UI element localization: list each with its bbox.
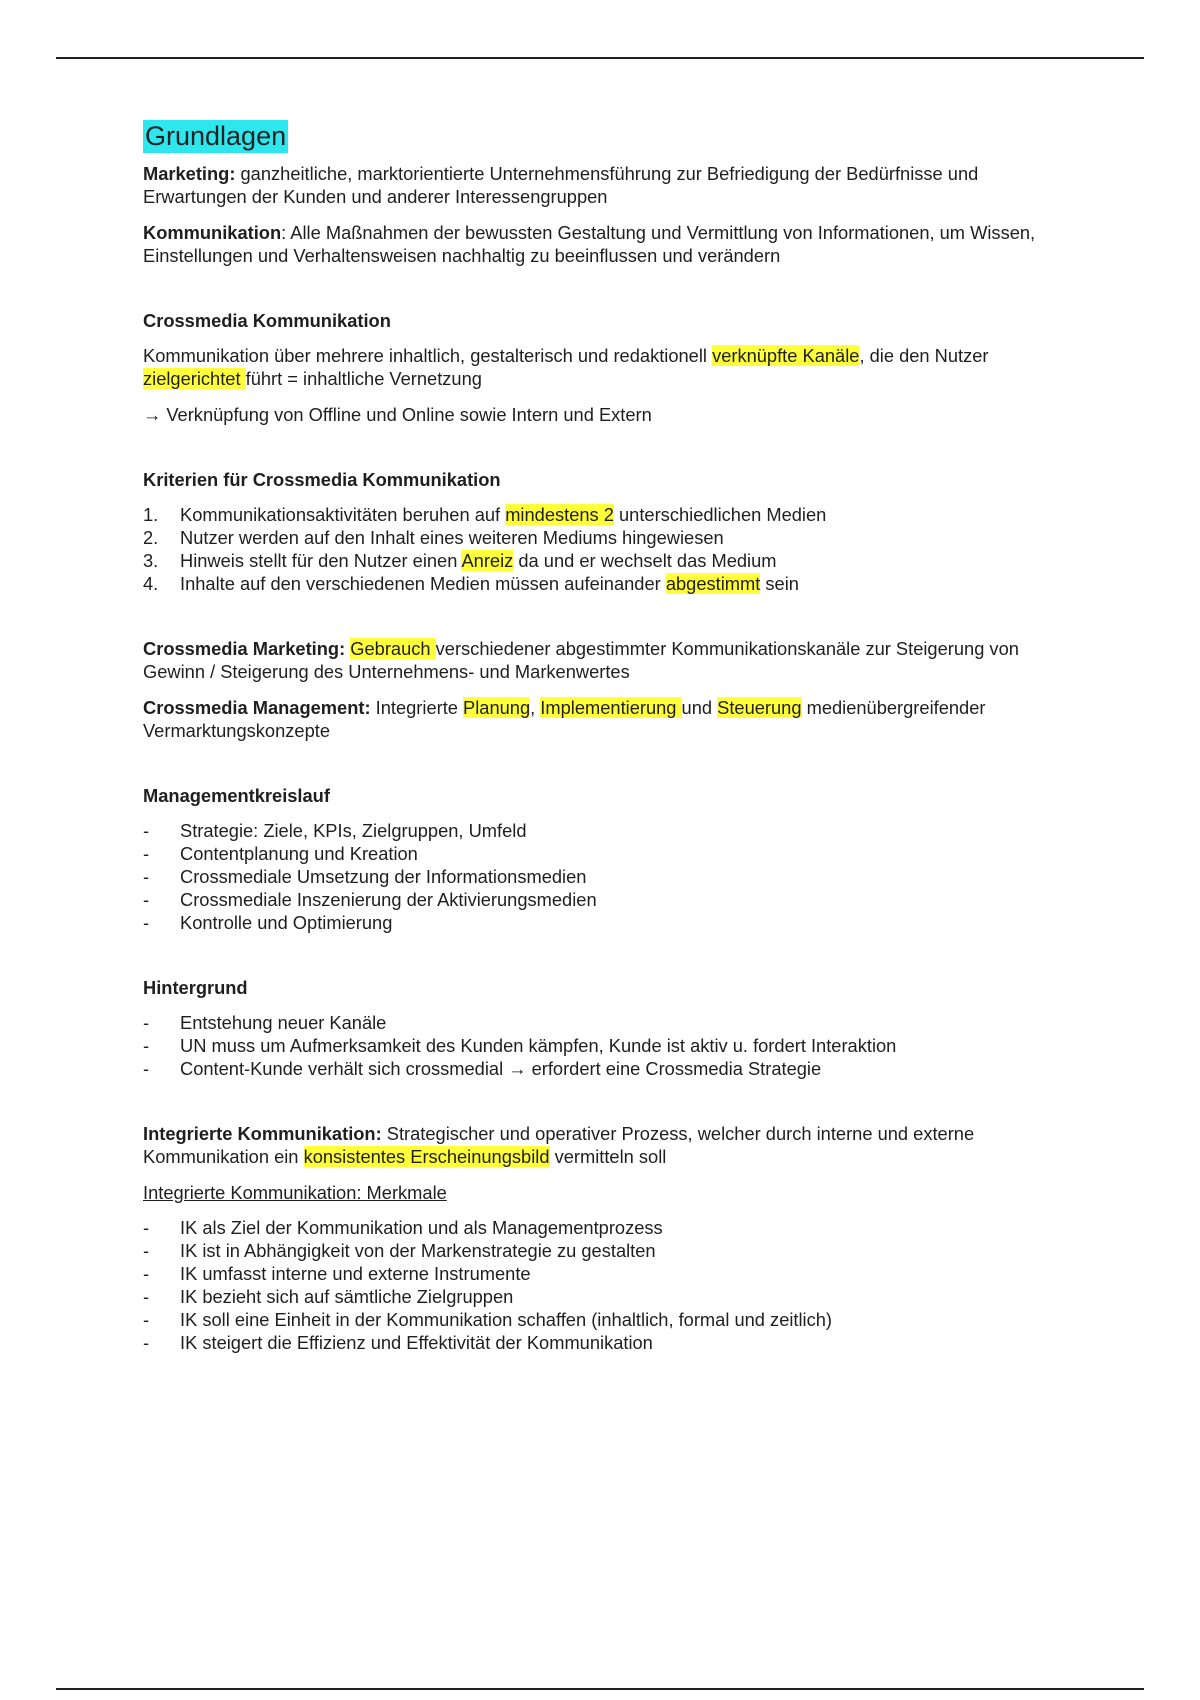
highlight-implementierung: Implementierung bbox=[540, 697, 682, 718]
crossmedia-management-term: Crossmedia Management: bbox=[143, 697, 371, 718]
marketing-term: Marketing: bbox=[143, 163, 236, 184]
list-item: 4. Inhalte auf den verschiedenen Medien müssen aufeinander abgestimmt sein bbox=[143, 573, 799, 594]
highlight-mindestens-2: mindestens 2 bbox=[505, 504, 614, 525]
highlight-abgestimmt: abgestimmt bbox=[665, 573, 761, 594]
list-item: - Kontrolle und Optimierung bbox=[143, 912, 393, 933]
crossmedia-text-c: führt = inhaltliche Vernetzung bbox=[245, 368, 482, 389]
list-item: - Strategie: Ziele, KPIs, Zielgruppen, Umfeld bbox=[143, 820, 527, 841]
bottom-rule bbox=[56, 1688, 1144, 1690]
list-item: - IK steigert die Effizienz und Effektivität der Kommunikation bbox=[143, 1332, 653, 1353]
highlight-steuerung: Steuerung bbox=[717, 697, 802, 718]
crossmedia-heading: Crossmedia Kommunikation bbox=[143, 310, 391, 331]
list-item: - IK bezieht sich auf sämtliche Zielgruppen bbox=[143, 1286, 514, 1307]
crossmedia-marketing-term: Crossmedia Marketing: bbox=[143, 638, 346, 659]
marketing-definition bbox=[143, 162, 1073, 208]
crossmedia-arrow-line: → Verknüpfung von Offline und Online sowie Intern und Extern bbox=[143, 404, 652, 425]
highlight-anreiz: Anreiz bbox=[461, 550, 514, 571]
kriterien-list bbox=[143, 503, 1073, 595]
crossmedia-marketing-definition: Crossmedia Marketing: Gebrauch verschiedener abgestimmter Kommunikationskanäle zur Steigerung von Gewinn / Steigerung des Unternehmens- und Markenwertes bbox=[143, 638, 1019, 682]
list-item: - Contentplanung und Kreation bbox=[143, 843, 418, 864]
list-item: 2. Nutzer werden auf den Inhalt eines weiteren Mediums hingewiesen bbox=[143, 527, 724, 548]
management-heading: Managementkreislauf bbox=[143, 785, 330, 806]
page-title: Grundlagen bbox=[145, 121, 287, 151]
kommunikation-definition bbox=[143, 221, 1073, 267]
crossmedia-text-a: Kommunikation über mehrere inhaltlich, gestalterisch und redaktionell bbox=[143, 345, 713, 366]
list-item: - Content-Kunde verhält sich crossmedial → erfordert eine Crossmedia Strategie bbox=[143, 1058, 822, 1079]
crossmedia-text-b: , die den Nutzer bbox=[859, 345, 989, 366]
ik-definition: Integrierte Kommunikation: Strategischer und operativer Prozess, welcher durch interne und externe Kommunikation ein konsistentes Erscheinungsbild vermitteln soll bbox=[143, 1123, 975, 1167]
hintergrund-list bbox=[143, 1011, 1073, 1080]
highlight-zielgerichtet: zielgerichtet bbox=[143, 368, 246, 389]
list-item: - UN muss um Aufmerksamkeit des Kunden kämpfen, Kunde ist aktiv u. fordert Interaktion bbox=[143, 1035, 897, 1056]
crossmedia-management-definition: Crossmedia Management: Integrierte Planung, Implementierung und Steuerung medienübergreifender Vermarktungskonzepte bbox=[143, 697, 986, 741]
list-item: - Crossmediale Inszenierung der Aktivierungsmedien bbox=[143, 889, 597, 910]
kommunikation-text: : Alle Maßnahmen der bewussten Gestaltung und Vermittlung von Informationen, um Wissen, Einstellungen und Verhaltensweisen nachhaltig zu beeinflussen und verändern bbox=[143, 222, 1036, 266]
highlight-planung: Planung bbox=[463, 697, 531, 718]
list-item: 3. Hinweis stellt für den Nutzer einen Anreiz da und er wechselt das Medium bbox=[143, 550, 777, 571]
hintergrund-heading: Hintergrund bbox=[143, 977, 248, 998]
highlight-verknuepfte-kanaele: verknüpfte Kanäle bbox=[712, 345, 860, 366]
top-rule bbox=[56, 57, 1144, 59]
crossmedia-paragraph bbox=[143, 344, 1073, 390]
list-item: 1. Kommunikationsaktivitäten beruhen auf mindestens 2 unterschiedlichen Medien bbox=[143, 504, 827, 525]
list-item: - Crossmediale Umsetzung der Informationsmedien bbox=[143, 866, 587, 887]
document-body bbox=[143, 120, 1073, 1354]
list-item: - Entstehung neuer Kanäle bbox=[143, 1012, 387, 1033]
management-list bbox=[143, 819, 1073, 934]
list-item: - IK ist in Abhängigkeit von der Markenstrategie zu gestalten bbox=[143, 1240, 656, 1261]
ik-merkmale-list bbox=[143, 1216, 1073, 1354]
list-item: - IK soll eine Einheit in der Kommunikation schaffen (inhaltlich, formal und zeitlich) bbox=[143, 1309, 833, 1330]
ik-merkmale-subheading: Integrierte Kommunikation: Merkmale bbox=[143, 1182, 447, 1203]
list-item: - IK als Ziel der Kommunikation und als Managementprozess bbox=[143, 1217, 663, 1238]
marketing-text: ganzheitliche, marktorientierte Unternehmensführung zur Befriedigung der Bedürfnisse und Erwartungen der Kunden und anderer Interessengruppen bbox=[143, 163, 979, 207]
ik-term: Integrierte Kommunikation: bbox=[143, 1123, 382, 1144]
highlight-gebrauch: Gebrauch bbox=[350, 638, 436, 659]
highlight-konsistentes-erscheinungsbild: konsistentes Erscheinungsbild bbox=[303, 1146, 550, 1167]
kommunikation-term: Kommunikation bbox=[143, 222, 282, 243]
list-item: - IK umfasst interne und externe Instrumente bbox=[143, 1263, 531, 1284]
kriterien-heading: Kriterien für Crossmedia Kommunikation bbox=[143, 469, 501, 490]
